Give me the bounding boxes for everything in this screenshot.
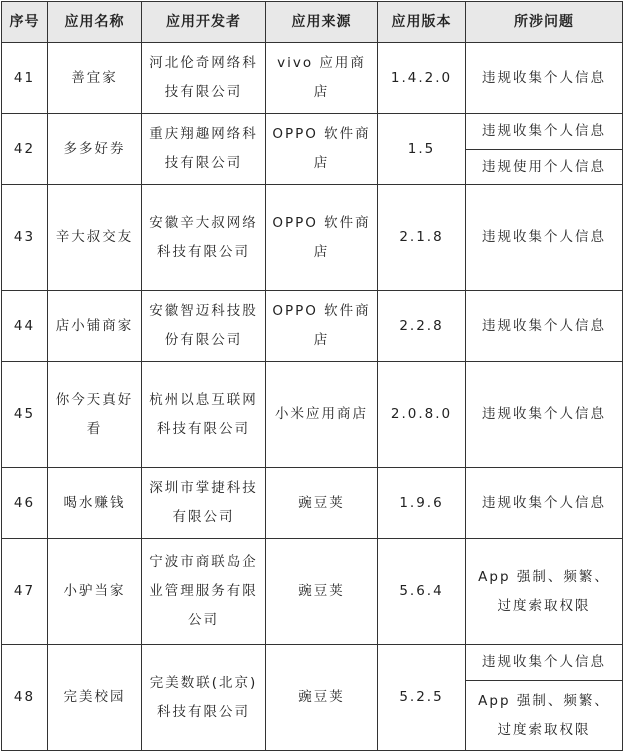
table-row bbox=[2, 539, 623, 645]
cell-no: 42 bbox=[2, 114, 48, 185]
cell-source: OPPO 软件商店 bbox=[266, 291, 378, 362]
header-cell-developer: 应用开发者 bbox=[142, 2, 266, 43]
table-row bbox=[2, 468, 623, 539]
cell-issue: 违规收集个人信息 bbox=[466, 645, 623, 681]
cell-version: 5.2.5 bbox=[378, 645, 466, 751]
cell-no: 47 bbox=[2, 539, 48, 645]
cell-no: 48 bbox=[2, 645, 48, 751]
cell-no: 41 bbox=[2, 43, 48, 114]
cell-source: 豌豆荚 bbox=[266, 539, 378, 645]
cell-app-name: 你今天真好看 bbox=[48, 362, 142, 468]
cell-issue: 违规收集个人信息 bbox=[466, 362, 623, 468]
cell-developer: 杭州以息互联网科技有限公司 bbox=[142, 362, 266, 468]
cell-no: 43 bbox=[2, 185, 48, 291]
cell-developer: 安徽智迈科技股份有限公司 bbox=[142, 291, 266, 362]
cell-developer: 深圳市掌捷科技有限公司 bbox=[142, 468, 266, 539]
cell-developer: 安徽辛大叔网络科技有限公司 bbox=[142, 185, 266, 291]
cell-developer: 河北伦奇网络科技有限公司 bbox=[142, 43, 266, 114]
cell-app-name: 完美校园 bbox=[48, 645, 142, 751]
cell-issue: 违规收集个人信息 bbox=[466, 468, 623, 539]
cell-issue: 违规收集个人信息 bbox=[466, 185, 623, 291]
cell-version: 2.2.8 bbox=[378, 291, 466, 362]
cell-app-name: 店小铺商家 bbox=[48, 291, 142, 362]
cell-app-name: 辛大叔交友 bbox=[48, 185, 142, 291]
cell-issue: 违规收集个人信息 bbox=[466, 114, 623, 150]
header-cell-name: 应用名称 bbox=[48, 2, 142, 43]
header-row bbox=[2, 2, 623, 43]
cell-source: 豌豆荚 bbox=[266, 468, 378, 539]
header-cell-source: 应用来源 bbox=[266, 2, 378, 43]
table-row bbox=[2, 291, 623, 362]
cell-no: 45 bbox=[2, 362, 48, 468]
cell-issue: App 强制、频繁、过度索取权限 bbox=[466, 539, 623, 645]
cell-version: 5.6.4 bbox=[378, 539, 466, 645]
cell-app-name: 善宜家 bbox=[48, 43, 142, 114]
cell-version: 1.9.6 bbox=[378, 468, 466, 539]
cell-version: 1.4.2.0 bbox=[378, 43, 466, 114]
cell-issue: 违规收集个人信息 bbox=[466, 291, 623, 362]
cell-app-name: 多多好券 bbox=[48, 114, 142, 185]
cell-no: 44 bbox=[2, 291, 48, 362]
cell-developer: 重庆翔趣网络科技有限公司 bbox=[142, 114, 266, 185]
cell-app-name: 小驴当家 bbox=[48, 539, 142, 645]
cell-source: OPPO 软件商店 bbox=[266, 114, 378, 185]
cell-version: 2.1.8 bbox=[378, 185, 466, 291]
table-row bbox=[2, 185, 623, 291]
cell-app-name: 喝水赚钱 bbox=[48, 468, 142, 539]
table-row bbox=[2, 362, 623, 468]
cell-no: 46 bbox=[2, 468, 48, 539]
cell-source: 豌豆荚 bbox=[266, 645, 378, 751]
app-issues-table bbox=[1, 1, 623, 751]
cell-issue: 违规收集个人信息 bbox=[466, 43, 623, 114]
cell-source: 小米应用商店 bbox=[266, 362, 378, 468]
cell-developer: 完美数联(北京)科技有限公司 bbox=[142, 645, 266, 751]
header-cell-no: 序号 bbox=[2, 2, 48, 43]
cell-developer: 宁波市商联岛企业管理服务有限公司 bbox=[142, 539, 266, 645]
header-cell-issues: 所涉问题 bbox=[466, 2, 623, 43]
cell-source: vivo 应用商店 bbox=[266, 43, 378, 114]
table-row bbox=[2, 43, 623, 114]
cell-source: OPPO 软件商店 bbox=[266, 185, 378, 291]
header-cell-version: 应用版本 bbox=[378, 2, 466, 43]
table-row bbox=[2, 114, 623, 150]
cell-version: 2.0.8.0 bbox=[378, 362, 466, 468]
cell-version: 1.5 bbox=[378, 114, 466, 185]
cell-issue: App 强制、频繁、过度索取权限 bbox=[466, 681, 623, 751]
table-row bbox=[2, 645, 623, 681]
cell-issue: 违规使用个人信息 bbox=[466, 150, 623, 185]
